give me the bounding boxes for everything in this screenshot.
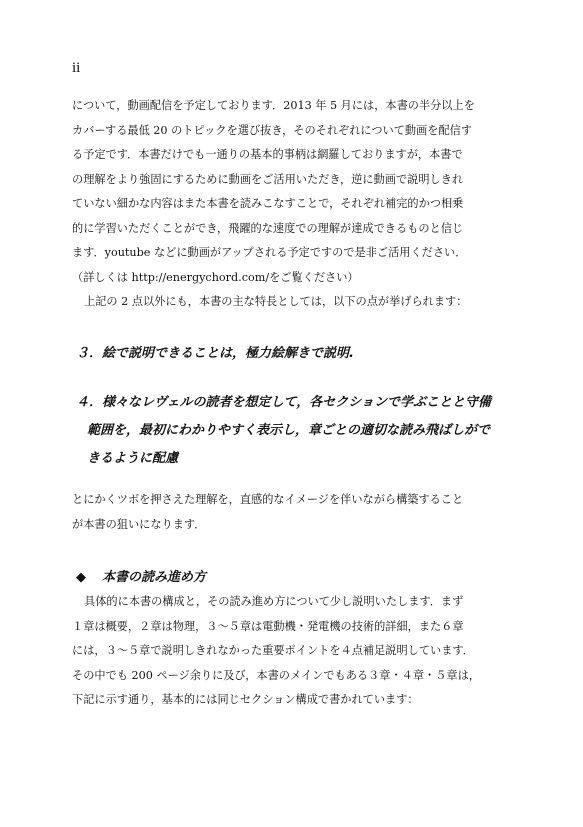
summary-paragraph xyxy=(72,488,524,537)
text-line: とにかくツボを押さえた理解を，直感的なイメージを伴いながら構築すること xyxy=(72,493,464,506)
feature-line: ３．絵で説明できることは，極力絵解きで説明. xyxy=(76,346,354,361)
text-line: には，３～５章で説明しきれなかった重要ポイントを４点補足説明しています． xyxy=(72,644,474,657)
text-line: ます．youtube などに動画がアップされる予定ですので是非ご活用ください． xyxy=(72,246,467,259)
feature-line: 範囲を，最初にわかりやすく表示し，章ごとの適切な読み飛ばしがで xyxy=(87,423,491,438)
text-line: 上記の 2 点以外にも，本書の主な特長としては，以下の点が挙げられます： xyxy=(84,295,468,308)
diamond-bullet-icon: ◆ xyxy=(76,570,86,585)
text-line: １章は概要，２章は物理，３～５章は電動機・発電機の技術的詳細，また６章 xyxy=(72,619,464,633)
feature-line: ４．様々なレヴェルの読者を想定して，各セクションで学ぶことと守備 xyxy=(76,395,491,410)
text-line: 具体的に本書の構成と，その読み進め方について少し説明いたします．まず xyxy=(84,595,464,608)
text-line: カバーする最低 20 のトピックを選び抜き，そのそれぞれについて動画を配信す xyxy=(72,123,473,137)
text-line: る予定です．本書だけでも一通りの基本的事柄は網羅しておりますが，本書で xyxy=(72,148,463,161)
feature-item-3 xyxy=(76,340,528,368)
text-line: ていない細かな内容はまた本書を読みこなすことで，それぞれ補完的かつ相乗 xyxy=(72,197,464,210)
intro-paragraph xyxy=(72,94,524,315)
section-heading xyxy=(76,566,206,585)
text-line: が本書の狙いになります． xyxy=(72,517,206,531)
url-line: （詳しくは http://energychord.com/をご覧ください） xyxy=(72,270,359,284)
text-line: 的に学習いただくことができ，飛躍的な速度での理解が達成できるものと信じ xyxy=(72,221,464,235)
text-line: の理解をより強固にするために動画をご活用いただき，逆に動画で説明しきれ xyxy=(72,172,464,186)
text-line: その中でも 200 ページ余りに及び，本書のメインでもある３章・４章・５章は， xyxy=(72,668,480,682)
page-number: ii xyxy=(72,60,81,76)
text-line: 下記に示す通り，基本的には同じセクション構成で書かれています： xyxy=(72,693,419,706)
reading-paragraph xyxy=(72,590,524,713)
section-title: 本書の読み進め方 xyxy=(102,570,207,585)
feature-line: きるように配慮 xyxy=(87,451,179,466)
text-line: について，動画配信を予定しております．2013 年 5 月には，本書の半分以上を xyxy=(72,99,475,112)
feature-item-4 xyxy=(76,389,528,473)
